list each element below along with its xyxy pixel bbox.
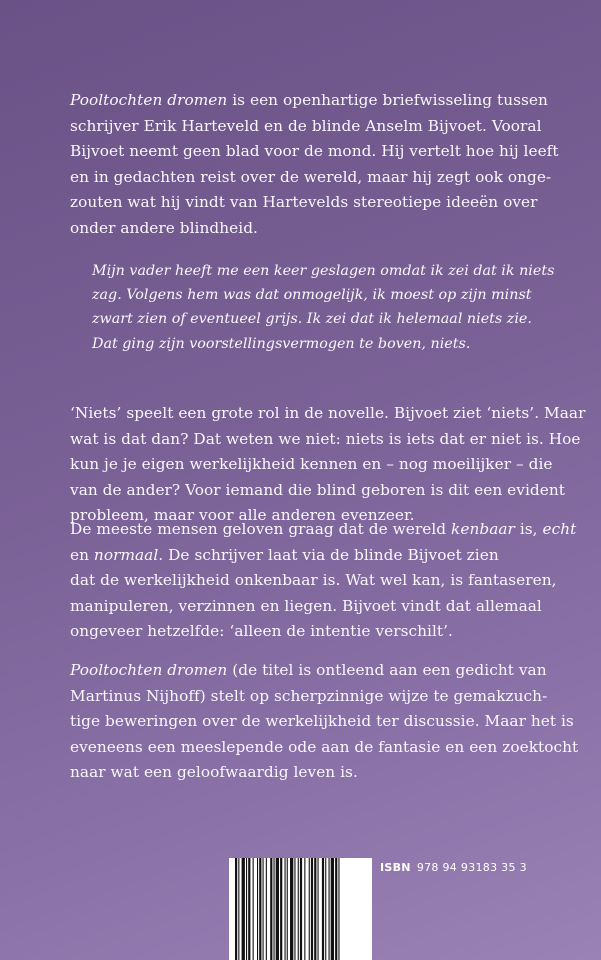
- barcode-bar: [242, 858, 245, 960]
- barcode-bar: [235, 858, 237, 960]
- book-title: Pooltochten dromen: [70, 661, 228, 679]
- barcode-bars: [229, 858, 372, 960]
- text-line: dat de werkelijkheid onkenbaar is. Wat wel kan, is fantaseren,: [70, 571, 557, 589]
- text-line: onder andere blindheid.: [70, 218, 258, 237]
- text-line: probleem, maar voor alle anderen evenzeer.: [70, 506, 415, 524]
- emphasis: normaal: [93, 545, 159, 564]
- barcode-bar: [298, 858, 299, 960]
- text-line: wat is dat dan? Dat weten we niet: niets is iets dat er niet is. Hoe: [70, 429, 581, 448]
- barcode-bar: [253, 858, 254, 960]
- barcode: [229, 858, 372, 960]
- text-line: [70, 517, 577, 543]
- text-line: [70, 658, 547, 684]
- quote-line: Dat ging zijn voorstellingsvermogen te boven, niets.: [92, 335, 471, 352]
- text-fragment: De meeste mensen geloven graag dat de wereld: [70, 520, 452, 538]
- emphasis: echt: [542, 520, 577, 538]
- text-fragment: (de titel is ontleend aan een gedicht van: [227, 661, 547, 679]
- text-line: schrijver Erik Harteveld en de blinde Anselm Bijvoet. Vooral: [70, 116, 542, 135]
- text-line: [70, 543, 540, 569]
- barcode-bar: [290, 858, 293, 960]
- barcode-bar: [331, 858, 334, 960]
- barcode-bar: [274, 858, 275, 960]
- text-line: eveneens een meeslepende ode aan de fantasie en een zoektocht: [70, 737, 579, 756]
- barcode-bar: [338, 858, 339, 960]
- text-line: [70, 88, 548, 114]
- text-line: tige beweringen over de werkelijkheid ter discussie. Maar het is: [70, 712, 574, 730]
- book-title: Pooltochten dromen: [70, 91, 228, 109]
- barcode-bar: [329, 858, 330, 960]
- barcode-bar: [257, 858, 258, 960]
- barcode-bar: [270, 858, 272, 960]
- barcode-bar: [259, 858, 261, 960]
- barcode-bar: [266, 858, 267, 960]
- text-line: en in gedachten reist over de wereld, maar hij zegt ook onge-: [70, 167, 552, 186]
- text-line: van de ander? Voor iemand die blind geboren is dit een evident: [70, 480, 565, 499]
- text-line: zouten wat hij vindt van Hartevelds stereotiepe ideeën over: [70, 193, 538, 211]
- barcode-bar: [335, 858, 337, 960]
- barcode-bar: [287, 858, 288, 960]
- text-line: kun je je eigen werkelijkheid kennen en – nog moeilijker – die: [70, 455, 553, 473]
- blurb-paragraph-closing: [70, 658, 579, 786]
- barcode-bar: [263, 858, 264, 960]
- quote-line: Mijn vader heeft me een keer geslagen omdat ik zei dat ik niets: [92, 263, 555, 279]
- text-line: Bijvoet neemt geen blad voor de mond. Hij vertelt hoe hij leeft: [70, 142, 559, 160]
- barcode-bar: [276, 858, 279, 960]
- isbn-label: ISBN: [380, 861, 411, 874]
- barcode-bar: [325, 858, 326, 960]
- text-line: naar wat een geloofwaardig leven is.: [70, 763, 358, 781]
- text-line: Martinus Nijhoff) stelt op scherpzinnige wijze te gemakzuch-: [70, 686, 548, 705]
- barcode-bar: [304, 858, 305, 960]
- text-line: ongeveer hetzelfde: ‘alleen de intentie verschilt’.: [70, 622, 453, 640]
- barcode-bar: [248, 858, 250, 960]
- text-fragment: . De schrijver laat via de blinde Bijvoet zien: [158, 545, 499, 564]
- barcode-bar: [322, 858, 324, 960]
- text-line: manipuleren, verzinnen en liegen. Bijvoet vindt dat allemaal: [70, 596, 542, 615]
- barcode-bar: [318, 858, 319, 960]
- emphasis: kenbaar: [451, 520, 515, 538]
- blurb-paragraph-werkelijkheid: [70, 517, 577, 645]
- barcode-bar: [280, 858, 282, 960]
- barcode-bar: [294, 858, 295, 960]
- quote-line: zwart zien of eventueel grijs. Ik zei dat ik helemaal niets zie.: [92, 311, 532, 328]
- isbn-text: [380, 861, 527, 874]
- text-fragment: is,: [514, 520, 543, 538]
- barcode-bar: [309, 858, 310, 960]
- barcode-bar: [314, 858, 316, 960]
- barcode-bar: [246, 858, 247, 960]
- barcode-bar: [238, 858, 239, 960]
- text-fragment: is een openhartige briefwisseling tussen: [227, 91, 548, 109]
- text-line: ‘Niets’ speelt een grote rol in de novelle. Bijvoet ziet ‘niets’. Maar: [70, 404, 586, 422]
- quote-line: zag. Volgens hem was dat onmogelijk, ik moest op zijn minst: [92, 287, 532, 304]
- barcode-bar: [300, 858, 302, 960]
- barcode-bar: [311, 858, 313, 960]
- text-fragment: en: [70, 545, 94, 564]
- blurb-paragraph-intro: [70, 88, 559, 241]
- blurb-quote: [92, 259, 555, 356]
- barcode-bar: [285, 858, 286, 960]
- isbn-number: 978 94 93183 35 3: [416, 861, 527, 874]
